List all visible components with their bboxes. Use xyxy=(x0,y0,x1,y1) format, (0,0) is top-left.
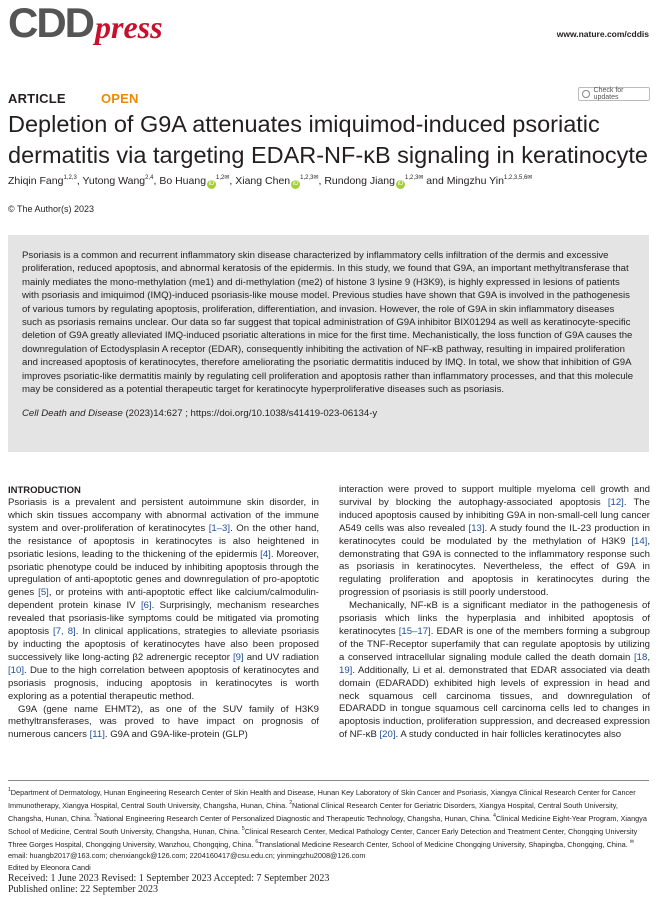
affiliation-text: Clinical Research Center, Medical Pathology Center, Cancer Early Detection and Treatment Center, Chongqing University Three Gorges Hospital, Chongqing University, Wanzhou, Chongqing, China. xyxy=(8,827,638,850)
orcid-icon[interactable]: iD xyxy=(208,181,215,187)
check-updates-icon xyxy=(582,90,590,98)
author-list: Zhiqin Fang$^{1,2,3}$, Yutong Wang$^{2,4}$, Bo Huang $iD^{1,2✉}$, Xiang Chen $iD^{1,2,3✉}$, Rundong Jiang $iD^{1,2,3✉}$ and Mingzhu Yin$^{1,2,3,5,6✉}$ xyxy=(8,175,533,187)
affiliation-text: National Engineering Research Center of Personalized Diagnostic and Therapeutic Technology, Changsha, Hunan, China. xyxy=(96,814,494,824)
text-run: . In clinical applications, strategies to alleviate psoriasis by inducting the apoptosis of keratinocytes have also been proposed successively like long-acting β2 adrenergic receptor xyxy=(8,626,319,663)
affiliation-sup: 5 xyxy=(241,826,245,833)
abstract-box xyxy=(8,235,649,452)
author-name: Bo Huang xyxy=(159,175,207,187)
author-affiliation-sup: 1,2,3✉ xyxy=(404,175,424,181)
affiliation-text: Department of Dermatology, Hunan Engineering Research Center of Skin Health and Disease, Hunan Key Laboratory of Skin Cancer and Psoriasis, Xiangya Clinical Research Center for Cancer Immunotherapy, Xiangya Hospital, Central South University, Changsha, Hunan, China. xyxy=(8,788,636,811)
author[interactable] xyxy=(159,175,229,187)
affiliation-sup: 4 xyxy=(493,813,496,820)
text-run: . A study found the IL-23 production in keratinocytes could be modulated by the methylation of H3K9 xyxy=(339,522,651,547)
copyright: © The Author(s) 2023 xyxy=(8,204,95,214)
affiliation-list xyxy=(8,785,649,862)
affiliation-sup: 1 xyxy=(8,787,11,793)
author-name: Mingzhu Yin xyxy=(446,175,504,187)
text-run: , or proteins with anti-apoptotic effect like calcium/calmodulin-dependent protein kinase IV xyxy=(8,587,319,612)
article-type: ARTICLE xyxy=(8,91,66,106)
affiliation-sup: ✉ xyxy=(629,839,634,846)
orcid-icon[interactable]: iD xyxy=(397,181,404,187)
text-run: . Due to the high correlation between apoptosis of keratinocytes and psoriasis prognosis, inducing apoptosis in keratinocytes is worth exploring as a potential therapeutic method. xyxy=(8,664,319,702)
author-name: Xiang Chen xyxy=(235,175,291,187)
text-run: . Moreover, psoriatic phenotype could be induced by inhibiting apoptosis through the upregulation of anti-apoptotic genes and downregulation of pro-apoptotic genes xyxy=(8,548,319,599)
reference-link[interactable]: [1–3] xyxy=(208,522,231,534)
affiliation-text: Clinical Medicine Eight-Year Program, Xiangya School of Medicine, Central South University, Changsha, Hunan, China. xyxy=(8,814,647,837)
author-affiliation-sup: 1,2✉ xyxy=(216,175,230,181)
author-affiliation-sup: 2,4 xyxy=(145,175,154,181)
open-access-label: OPEN xyxy=(101,91,139,106)
abstract-text: Psoriasis is a common and recurrent inflammatory skin disease characterized by inflammatory cells infiltration of the dermis and excessive proliferation, reduced apoptosis, and abnormal keratosis of the epidermis. In this study, we found that G9A, an important methyltransferase that mainly mediates the mono-methylation (me1) and di-methylation (me2) of histone 3 lysine 9 (H3K9), is highly expressed in lesions of patients with psoriasis and imiquimod (IMQ)-induced psoriasis-like mouse model. Previous studies have shown that G9A is involved in the pathogenesis of various tumors by regulating apoptosis, proliferation, differentiation, and invasion. However, the role of G9A in skin inflammatory diseases such as psoriasis remains unclear. Our data so far suggest that topical administration of G9A inhibitor BIX01294 as well as keratinocyte-specific deletion of G9A greatly alleviated IMQ-induced psoriatic alterations in mice for the first time. Mechanistically, the loss function of G9A causes the downregulation of Ectodysplasin A receptor (EDAR), consequently inhibiting the activation of NF-κB pathway, resulting in impaired proliferation and increased apoptosis of keratinocytes, therefore ameliorating the psoriatic dermatitis induced by IMQ. In total, we show that inhibition of G9A improves psoriatic-like dermatitis mainly by regulating cell proliferation and apoptosis rather than inflammatory processes, and that this molecule may be considered as a potential therapeutic target for keratinocyte hyperproliferative diseases such as psoriasis. xyxy=(22,250,634,396)
edited-by: Edited by Eleonora Candi xyxy=(8,862,91,872)
logo-main: CDD xyxy=(8,0,93,46)
author-affiliation-sup: 1,2,3 xyxy=(63,175,77,181)
footnote-divider xyxy=(8,780,649,781)
affiliation-sup: 3 xyxy=(94,813,97,820)
check-updates-label: Check for updates xyxy=(593,87,624,101)
text-run: . Additionally, Li et al. demonstrated that EDAR associated via death domain (EDARADD) exhibited high levels of expression in head and neck squamous cell carcinoma tissues, and downregulation of EDARADD in tongue squamous cell carcinoma cells led to changes in apoptosis induction, proliferation suppression, and decreased expression of NF-κB xyxy=(339,664,650,741)
affiliation-sup: 6 xyxy=(255,839,259,846)
author[interactable] xyxy=(324,175,423,187)
logo-sub: press xyxy=(95,9,163,45)
reference-link[interactable]: [14] xyxy=(631,535,648,547)
text-run: Mechanically, NF-κB is a significant mediator in the pathogenesis of psoriasis which links the hyperplasia and inhibited apoptosis of keratinocytes xyxy=(339,600,650,637)
paragraph xyxy=(8,497,319,704)
left-column xyxy=(8,497,319,742)
reference-link[interactable]: [6] xyxy=(140,600,152,612)
publication-dates xyxy=(8,873,329,895)
text-run: and UV radiation xyxy=(243,651,319,663)
affiliation-text: Translational Medicine Research Center, School of Medicine Chongqing University, Shapingba, Chongqing, China. xyxy=(258,840,630,850)
journal-logo xyxy=(8,0,163,46)
reference-link[interactable]: [5] xyxy=(38,587,49,599)
affiliation-text: National Clinical Research Center for Geriatric Disorders, Xiangya Hospital, Central South University, Changsha, Hunan, China. xyxy=(8,801,618,824)
citation-journal: Cell Death and Disease xyxy=(22,408,123,420)
author[interactable] xyxy=(447,175,533,187)
journal-url[interactable]: www.nature.com/cddis xyxy=(556,29,649,39)
dates-line-2: Published online: 22 September 2023 xyxy=(8,884,158,895)
affiliation-text: email: huangb2017@163.com; chenxiangck@126.com; 2204160417@csu.edu.cn; yinmingzhu2008@126.com xyxy=(8,851,366,861)
author[interactable] xyxy=(82,175,153,187)
text-run: Psoriasis is a prevalent and persistent autoimmune skin disorder, in which skin tissues accompany with abnormal activation of the immune system and over-proliferation of keratinocytes xyxy=(8,497,319,534)
citation xyxy=(22,408,635,419)
text-run: , demonstrating that G9A is connected to the inflammatory response such as psoriasis in keratinocytes. Nevertheless, the effect of G9A in regulating proliferation and apoptosis in keratinocytes during the progression of psoriasis is still poorly understood. xyxy=(339,535,650,599)
right-column xyxy=(339,484,650,742)
author-name: Rundong Jiang xyxy=(324,175,395,187)
reference-link[interactable]: [15–17] xyxy=(398,625,431,637)
author-affiliation-sup: 1,2,3,5,6✉ xyxy=(503,175,533,181)
author-name: Zhiqin Fang xyxy=(8,175,64,187)
author[interactable] xyxy=(8,175,77,187)
text-run: . On the other hand, the resistance of apoptosis in keratinocytes is also heightened in psoriatic lesions, leading to the thickening of the epidermis xyxy=(8,522,319,560)
reference-link[interactable]: [12] xyxy=(607,496,624,508)
affiliation-sup: 2 xyxy=(289,800,292,807)
article-title: Depletion of G9A attenuates imiquimod-induced psoriatic dermatitis via targeting EDAR-NF-κB signaling in keratinocyte xyxy=(8,111,648,168)
paragraph xyxy=(339,484,650,600)
reference-link[interactable]: [9] xyxy=(232,651,244,663)
reference-link[interactable]: [13] xyxy=(468,522,485,534)
reference-link[interactable]: [10] xyxy=(8,664,25,676)
text-run: . The induced apoptosis caused by inhibiting G9A in non-small-cell lung cancer A549 cells was also revealed xyxy=(339,496,650,534)
author-conjunction: and xyxy=(426,175,447,187)
reference-link[interactable]: [18, 19] xyxy=(339,651,650,676)
orcid-icon[interactable]: iD xyxy=(292,181,299,187)
reference-link[interactable]: [11] xyxy=(89,729,105,741)
citation-details[interactable]: (2023)14:627 ; https://doi.org/10.1038/s41419-023-06134-y xyxy=(122,408,378,420)
paragraph xyxy=(8,704,319,743)
reference-link[interactable]: [4] xyxy=(260,548,271,560)
check-updates-button[interactable] xyxy=(578,87,650,101)
text-run: . EDAR is one of the members forming a subgroup of the TNF-Receptor superfamily that can regulate apoptosis by utilizing a conserved intracellular signaling module called the death domain xyxy=(339,625,650,663)
text-run: . Surprisingly, mechanism researches revealed that psoriasis-like symptoms could be mitigated via promoting apoptosis xyxy=(8,600,319,638)
reference-link[interactable]: [20] xyxy=(379,729,396,741)
author-affiliation-sup: 1,2,3✉ xyxy=(300,175,319,181)
author-name: Yutong Wang xyxy=(82,175,146,187)
section-heading-introduction: INTRODUCTION xyxy=(8,485,81,496)
text-run: . G9A and G9A-like-protein (GLP) xyxy=(104,729,248,741)
dates-line-1: Received: 1 June 2023 Revised: 1 September 2023 Accepted: 7 September 2023 xyxy=(8,873,330,884)
reference-link[interactable]: [7, 8] xyxy=(53,626,76,638)
affiliations xyxy=(8,785,649,873)
paragraph xyxy=(339,600,650,742)
author[interactable] xyxy=(235,175,318,187)
text-run: G9A (gene name EHMT2), as one of the SUV family of H3K9 methyltransferases, was proved to have impact on prognosis of numerous cancers xyxy=(8,703,319,741)
text-run: . A study conducted in hair follicles keratinocytes also xyxy=(395,729,622,741)
text-run: interaction were proved to support multiple myeloma cell growth and survival by blocking the autophagy-associated apoptosis xyxy=(339,484,650,508)
